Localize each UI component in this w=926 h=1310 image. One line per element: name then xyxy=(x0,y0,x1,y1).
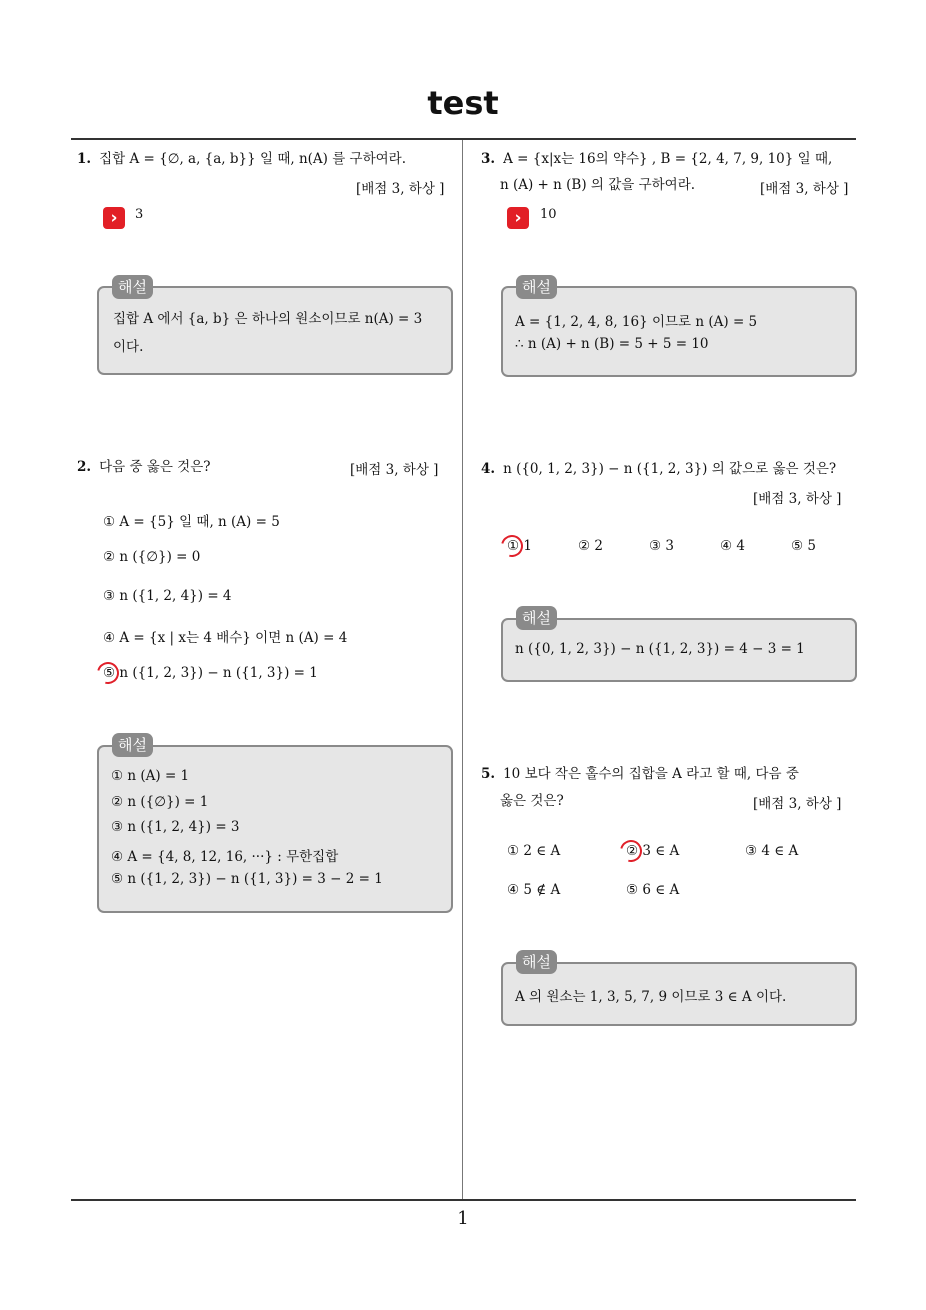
option-5[interactable]: ⑤ n ({1, 2, 3}) − n ({1, 3}) = 1 xyxy=(103,665,318,681)
explanation-line: A = {1, 2, 4, 8, 16} 이므로 n (A) = 5 xyxy=(515,314,758,330)
question-4-meta: [배점 3, 하상 ] xyxy=(753,491,842,507)
question-2-number: 2. xyxy=(77,459,92,475)
option-1[interactable]: ① 1 xyxy=(507,538,532,554)
option-2[interactable]: ② 3 ∈ A xyxy=(626,843,680,859)
question-2-meta: [배점 3, 하상 ] xyxy=(350,462,439,478)
page-number: 1 xyxy=(457,1208,469,1229)
question-2-explanation-box xyxy=(97,745,453,913)
question-1-meta: [배점 3, 하상 ] xyxy=(356,181,445,197)
question-1-explanation-box xyxy=(97,286,453,375)
option-3[interactable]: ③ 3 xyxy=(649,538,674,554)
question-3-text-line2: n (A) + n (B) 의 값을 구하여라. xyxy=(500,177,696,193)
question-3-text-line1: 3. A = {x|x는 16의 약수} , B = {2, 4, 7, 9, 10} 일 때, xyxy=(481,151,833,167)
option-5[interactable]: ⑤ 6 ∈ A xyxy=(626,882,680,898)
selected-answer-mark xyxy=(93,658,123,688)
selected-answer-mark xyxy=(616,836,646,866)
explanation-line: ① n (A) = 1 xyxy=(111,768,190,784)
explanation-line: 집합 A 에서 {a, b} 은 하나의 원소이므로 n(A) = 3 xyxy=(113,311,423,327)
explanation-line: 이다. xyxy=(113,339,144,355)
option-4[interactable]: ④ A = {x | x는 4 배수} 이면 n (A) = 4 xyxy=(103,630,348,646)
explanation-line: A 의 원소는 1, 3, 5, 7, 9 이므로 3 ∈ A 이다. xyxy=(515,989,787,1005)
explanation-label: 해설 xyxy=(516,275,557,299)
option-3[interactable]: ③ n ({1, 2, 4}) = 4 xyxy=(103,588,232,604)
question-4-text: 4. n ({0, 1, 2, 3}) − n ({1, 2, 3}) 의 값으로 옳은 것은? xyxy=(481,461,837,477)
option-4[interactable]: ④ 4 xyxy=(720,538,745,554)
option-4[interactable]: ④ 5 ∉ A xyxy=(507,882,561,898)
question-1-number: 1. xyxy=(77,151,92,167)
page-title: test xyxy=(427,84,499,122)
explanation-label: 해설 xyxy=(112,275,153,299)
question-3-meta: [배점 3, 하상 ] xyxy=(760,181,849,197)
explanation-line: ② n ({∅}) = 1 xyxy=(111,794,209,810)
question-5-text-line2: 옳은 것은? xyxy=(500,793,564,809)
question-5-number: 5. xyxy=(481,766,496,782)
question-1-answer: 3 xyxy=(135,207,144,222)
column-divider xyxy=(462,140,463,1201)
header-rule xyxy=(71,138,856,140)
selected-answer-mark xyxy=(497,531,527,561)
question-3-answer: 10 xyxy=(540,207,557,222)
question-5-meta: [배점 3, 하상 ] xyxy=(753,796,842,812)
option-2[interactable]: ② n ({∅}) = 0 xyxy=(103,549,201,565)
question-3-explanation-box xyxy=(501,286,857,377)
explanation-label: 해설 xyxy=(516,950,557,974)
option-1[interactable]: ① 2 ∈ A xyxy=(507,843,561,859)
question-5-text-line1: 5. 10 보다 작은 홀수의 집합을 A 라고 할 때, 다음 중 xyxy=(481,766,799,782)
question-1-text: 1. 집합 A = {∅, a, {a, b}} 일 때, n(A) 를 구하여라. xyxy=(77,151,407,167)
explanation-line: ④ A = {4, 8, 12, 16, ···} : 무한집합 xyxy=(111,849,339,865)
option-5[interactable]: ⑤ 5 xyxy=(791,538,816,554)
option-1[interactable]: ① A = {5} 일 때, n (A) = 5 xyxy=(103,514,280,530)
chevron-right-icon: › xyxy=(103,207,125,229)
explanation-line: ⑤ n ({1, 2, 3}) − n ({1, 3}) = 3 − 2 = 1 xyxy=(111,871,383,887)
explanation-line: ∴ n (A) + n (B) = 5 + 5 = 10 xyxy=(515,336,709,352)
explanation-label: 해설 xyxy=(112,733,153,757)
explanation-label: 해설 xyxy=(516,606,557,630)
question-4-number: 4. xyxy=(481,461,496,477)
option-2[interactable]: ② 2 xyxy=(578,538,603,554)
question-3-number: 3. xyxy=(481,151,496,167)
option-3[interactable]: ③ 4 ∈ A xyxy=(745,843,799,859)
explanation-line: n ({0, 1, 2, 3}) − n ({1, 2, 3}) = 4 − 3 = 1 xyxy=(515,641,805,657)
footer-rule xyxy=(71,1199,856,1201)
question-2-text: 2. 다음 중 옳은 것은? xyxy=(77,459,211,475)
chevron-right-icon: › xyxy=(507,207,529,229)
explanation-line: ③ n ({1, 2, 4}) = 3 xyxy=(111,819,240,835)
